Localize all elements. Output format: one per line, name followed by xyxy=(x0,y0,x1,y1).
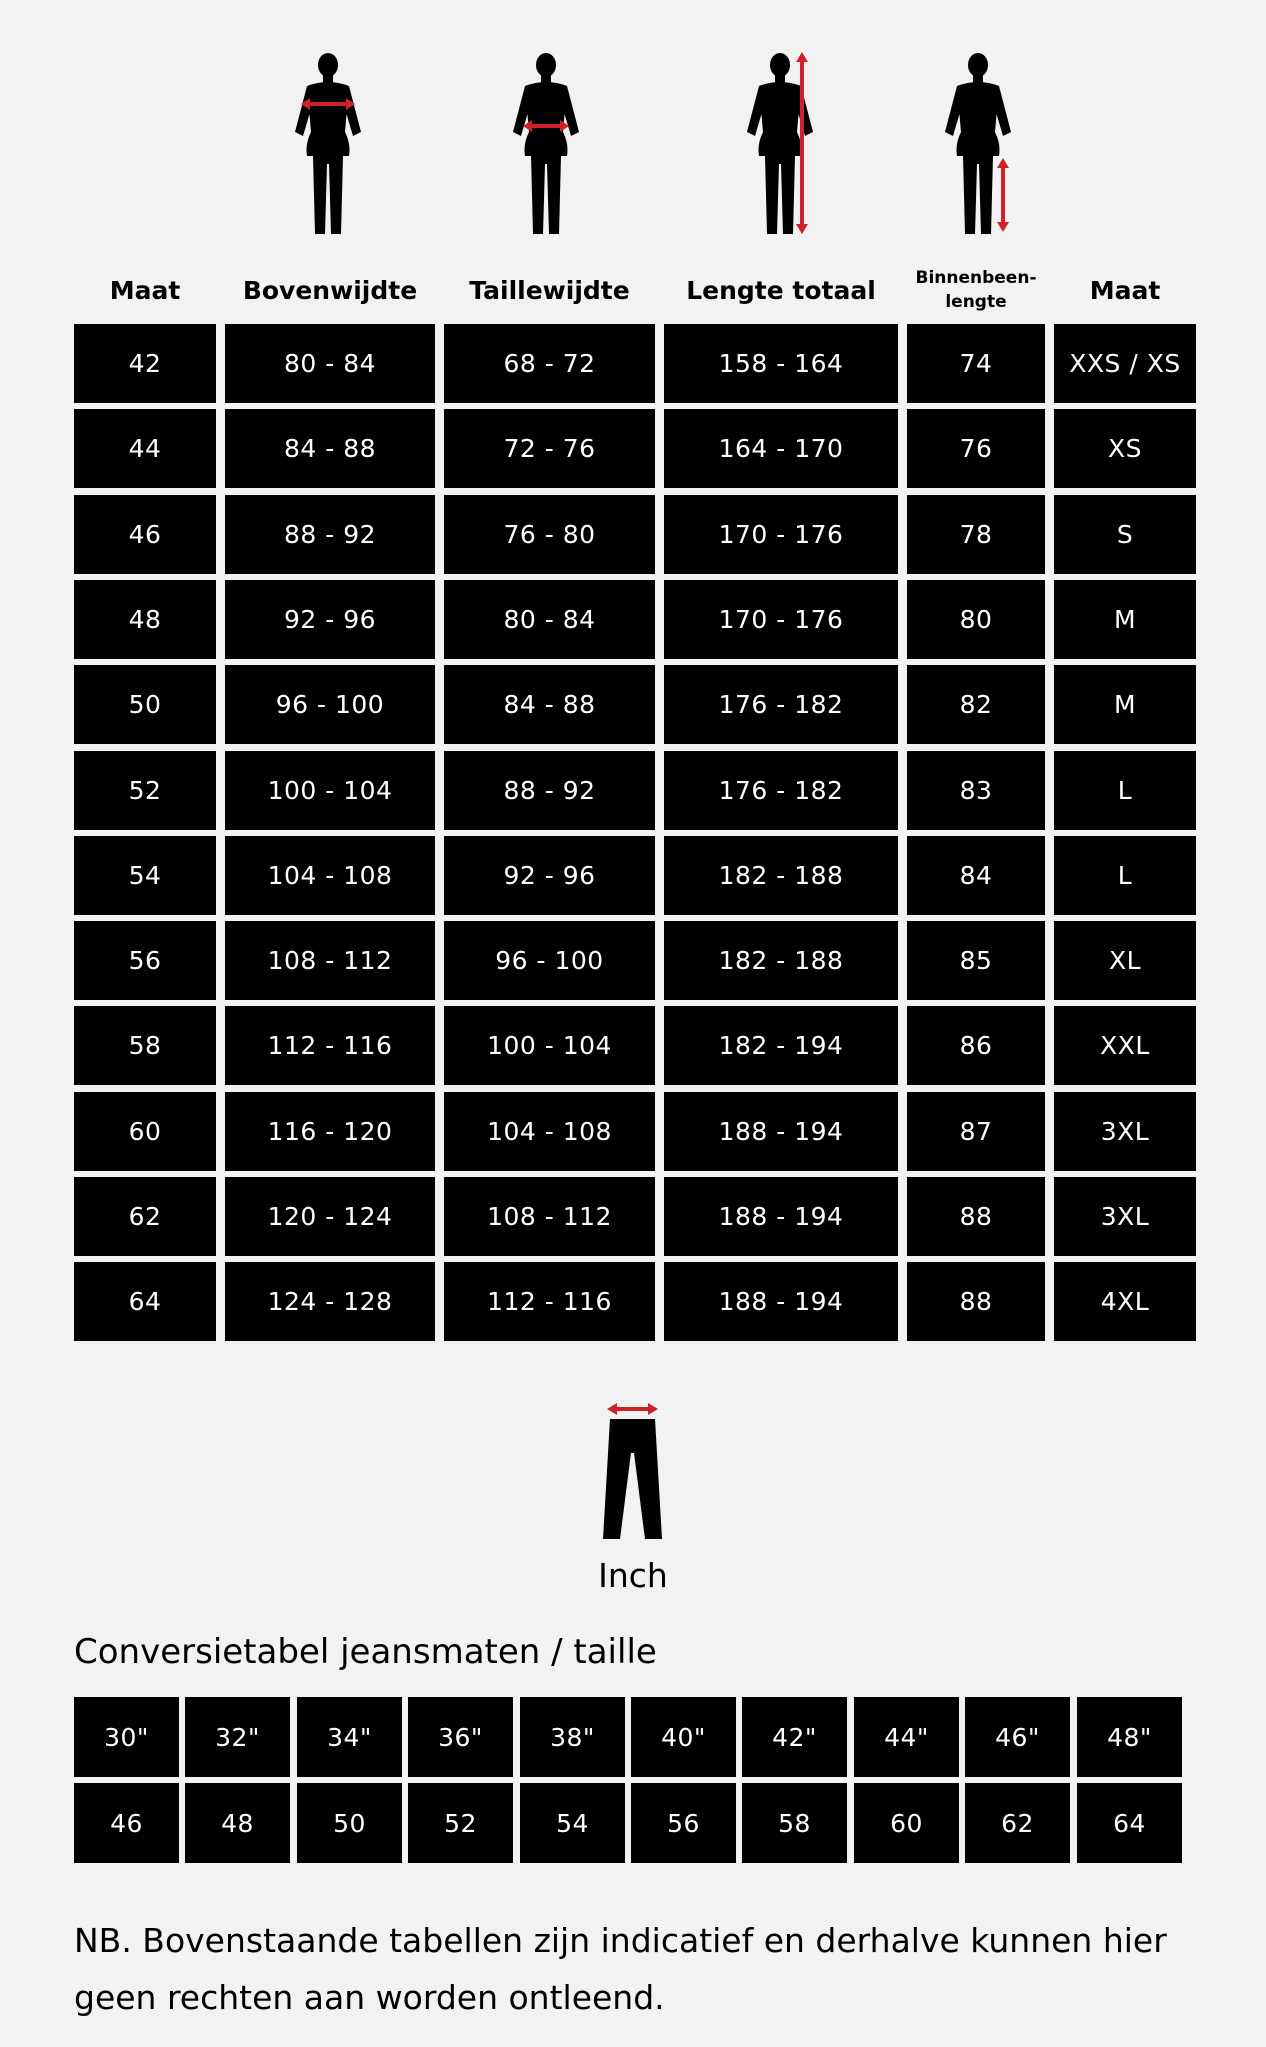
cell-bovenwijdte: 100 - 104 xyxy=(225,751,435,830)
cell-maat-letter: L xyxy=(1054,836,1196,915)
cell-maat-letter: S xyxy=(1054,495,1196,574)
header-maat: Maat xyxy=(109,275,181,305)
cell-maat: 42 xyxy=(74,324,216,403)
cell-taillewijdte: 96 - 100 xyxy=(444,921,655,1000)
cell-inch: 38" xyxy=(520,1697,625,1777)
cell-size: 48 xyxy=(185,1783,290,1863)
cell-inch: 36" xyxy=(408,1697,513,1777)
cell-binnenbeenlengte: 76 xyxy=(907,409,1045,488)
cell-maat-letter: 3XL xyxy=(1054,1177,1196,1256)
disclaimer-note: NB. Bovenstaande tabellen zijn indicatief en derhalve kunnen hier geen rechten aan worden ontleend. xyxy=(74,1921,1167,2017)
inch-label: Inch xyxy=(598,1556,668,1595)
inseam-length-icon xyxy=(933,52,1023,237)
cell-bovenwijdte: 80 - 84 xyxy=(225,324,435,403)
cell-binnenbeenlengte: 86 xyxy=(907,1006,1045,1085)
cell-size: 46 xyxy=(74,1783,179,1863)
cell-bovenwijdte: 84 - 88 xyxy=(225,409,435,488)
cell-maat: 48 xyxy=(74,580,216,659)
cell-taillewijdte: 100 - 104 xyxy=(444,1006,655,1085)
cell-taillewijdte: 104 - 108 xyxy=(444,1092,655,1171)
cell-taillewijdte: 92 - 96 xyxy=(444,836,655,915)
conversion-title: Conversietabel jeansmaten / taille xyxy=(74,1632,657,1672)
cell-maat: 46 xyxy=(74,495,216,574)
cell-inch: 46" xyxy=(965,1697,1070,1777)
measurement-figures xyxy=(0,0,1266,250)
cell-maat: 60 xyxy=(74,1092,216,1171)
cell-lengte-totaal: 182 - 194 xyxy=(664,1006,898,1085)
cell-taillewijdte: 80 - 84 xyxy=(444,580,655,659)
header-bovenwijdte: Bovenwijdte xyxy=(242,275,418,305)
cell-lengte-totaal: 188 - 194 xyxy=(664,1177,898,1256)
cell-size: 52 xyxy=(408,1783,513,1863)
cell-lengte-totaal: 182 - 188 xyxy=(664,921,898,1000)
cell-inch: 30" xyxy=(74,1697,179,1777)
cell-binnenbeenlengte: 88 xyxy=(907,1262,1045,1341)
cell-size: 60 xyxy=(854,1783,959,1863)
header-taillewijdte: Taillewijdte xyxy=(469,275,630,305)
cell-maat-letter: 3XL xyxy=(1054,1092,1196,1171)
cell-maat-letter: XXS / XS xyxy=(1054,324,1196,403)
cell-size: 50 xyxy=(297,1783,402,1863)
cell-maat: 62 xyxy=(74,1177,216,1256)
cell-bovenwijdte: 92 - 96 xyxy=(225,580,435,659)
cell-binnenbeenlengte: 82 xyxy=(907,665,1045,744)
cell-inch: 40" xyxy=(631,1697,736,1777)
cell-inch: 42" xyxy=(742,1697,847,1777)
cell-size: 62 xyxy=(965,1783,1070,1863)
size-table-header xyxy=(0,260,1266,320)
cell-maat-letter: M xyxy=(1054,665,1196,744)
chest-measure-icon xyxy=(283,52,373,237)
cell-maat-letter: M xyxy=(1054,580,1196,659)
cell-binnenbeenlengte: 88 xyxy=(907,1177,1045,1256)
cell-size: 54 xyxy=(520,1783,625,1863)
cell-binnenbeenlengte: 84 xyxy=(907,836,1045,915)
cell-maat: 44 xyxy=(74,409,216,488)
cell-lengte-totaal: 158 - 164 xyxy=(664,324,898,403)
cell-taillewijdte: 108 - 112 xyxy=(444,1177,655,1256)
cell-bovenwijdte: 124 - 128 xyxy=(225,1262,435,1341)
cell-maat: 58 xyxy=(74,1006,216,1085)
cell-maat: 64 xyxy=(74,1262,216,1341)
cell-inch: 48" xyxy=(1077,1697,1182,1777)
cell-inch: 34" xyxy=(297,1697,402,1777)
cell-maat-letter: L xyxy=(1054,751,1196,830)
cell-taillewijdte: 84 - 88 xyxy=(444,665,655,744)
cell-bovenwijdte: 120 - 124 xyxy=(225,1177,435,1256)
header-binnenbeenlengte: Binnenbeen- lengte xyxy=(915,268,1037,312)
cell-maat-letter: XL xyxy=(1054,921,1196,1000)
cell-binnenbeenlengte: 83 xyxy=(907,751,1045,830)
cell-maat-letter: XXL xyxy=(1054,1006,1196,1085)
total-length-icon xyxy=(735,52,825,237)
cell-binnenbeenlengte: 78 xyxy=(907,495,1045,574)
cell-maat: 50 xyxy=(74,665,216,744)
cell-bovenwijdte: 88 - 92 xyxy=(225,495,435,574)
cell-lengte-totaal: 176 - 182 xyxy=(664,751,898,830)
cell-binnenbeenlengte: 74 xyxy=(907,324,1045,403)
cell-bovenwijdte: 112 - 116 xyxy=(225,1006,435,1085)
cell-inch: 44" xyxy=(854,1697,959,1777)
cell-lengte-totaal: 182 - 188 xyxy=(664,836,898,915)
cell-binnenbeenlengte: 85 xyxy=(907,921,1045,1000)
cell-taillewijdte: 68 - 72 xyxy=(444,324,655,403)
cell-bovenwijdte: 104 - 108 xyxy=(225,836,435,915)
cell-maat-letter: XS xyxy=(1054,409,1196,488)
cell-binnenbeenlengte: 87 xyxy=(907,1092,1045,1171)
cell-bovenwijdte: 116 - 120 xyxy=(225,1092,435,1171)
cell-lengte-totaal: 176 - 182 xyxy=(664,665,898,744)
waist-measure-icon xyxy=(501,52,591,237)
cell-lengte-totaal: 164 - 170 xyxy=(664,409,898,488)
cell-taillewijdte: 88 - 92 xyxy=(444,751,655,830)
cell-size: 56 xyxy=(631,1783,736,1863)
cell-taillewijdte: 76 - 80 xyxy=(444,495,655,574)
cell-taillewijdte: 112 - 116 xyxy=(444,1262,655,1341)
cell-size: 64 xyxy=(1077,1783,1182,1863)
cell-bovenwijdte: 96 - 100 xyxy=(225,665,435,744)
cell-binnenbeenlengte: 80 xyxy=(907,580,1045,659)
cell-maat-letter: 4XL xyxy=(1054,1262,1196,1341)
cell-lengte-totaal: 170 - 176 xyxy=(664,580,898,659)
cell-maat: 52 xyxy=(74,751,216,830)
cell-size: 58 xyxy=(742,1783,847,1863)
header-lengte-totaal: Lengte totaal xyxy=(686,275,876,305)
cell-maat: 56 xyxy=(74,921,216,1000)
cell-lengte-totaal: 170 - 176 xyxy=(664,495,898,574)
cell-inch: 32" xyxy=(185,1697,290,1777)
pants-waist-icon xyxy=(590,1395,675,1540)
header-maat-letter: Maat xyxy=(1089,275,1161,305)
cell-taillewijdte: 72 - 76 xyxy=(444,409,655,488)
cell-lengte-totaal: 188 - 194 xyxy=(664,1092,898,1171)
cell-maat: 54 xyxy=(74,836,216,915)
cell-lengte-totaal: 188 - 194 xyxy=(664,1262,898,1341)
cell-bovenwijdte: 108 - 112 xyxy=(225,921,435,1000)
